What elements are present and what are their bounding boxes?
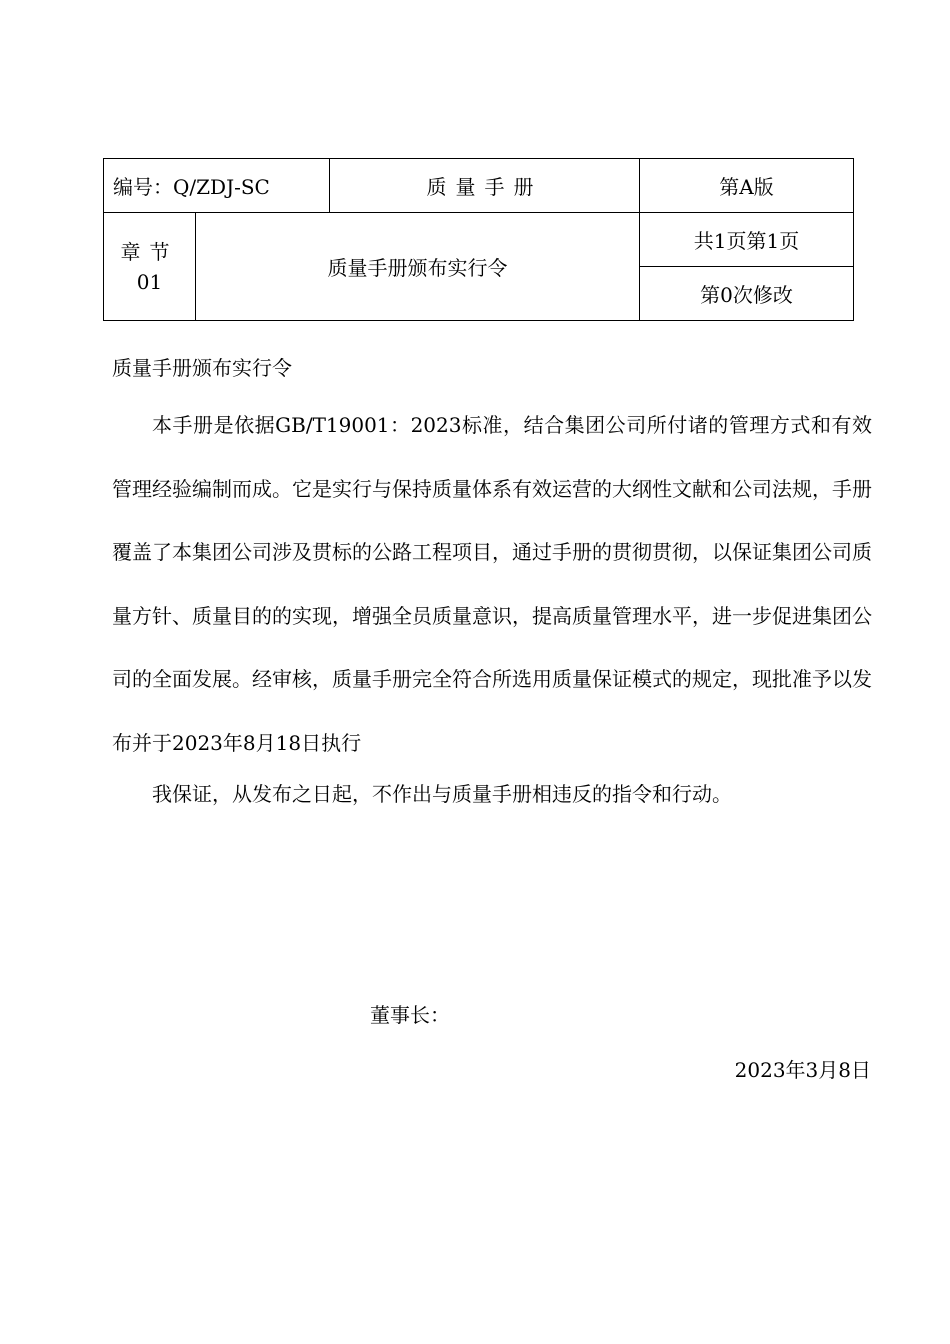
section-title: 质量手册颁布实行令 [196, 213, 640, 321]
chapter-number: 01 [136, 269, 163, 294]
body-paragraph-1: 本手册是依据GB/T19001：2023标准，结合集团公司所付诸的管理方式和有效管理经验编制而成。它是实行与保持质量体系有效运营的大纲性文献和公司法规，手册覆盖了本集团公司涉及贯标的公路工程项目，通过手册的贯彻贯彻，以保证集团公司质量方针、质量目的的实现，增强全员质量意识，提高质量管理水平，进一步促进集团公司的全面发展。经审核，质量手册完全符合所选用质量保证模式的规定，现批准予以发布并于2023年8月18日执行 [112, 413, 872, 755]
body-heading: 质量手册颁布实行令 [112, 356, 292, 380]
doc-number: 编号：Q/ZDJ-SC [104, 159, 330, 213]
page-info: 共1页第1页 [640, 213, 854, 267]
chapter-label: 章节 [120, 239, 179, 264]
chapter-cell [104, 213, 196, 321]
signer-label: 董事长： [370, 1003, 450, 1027]
document-body [112, 350, 872, 812]
edition: 第A版 [640, 159, 854, 213]
signature-date: 2023年3月8日 [734, 1058, 871, 1082]
document-header-table [103, 158, 854, 321]
body-paragraph-2: 我保证，从发布之日起，不作出与质量手册相违反的指令和行动。 [152, 782, 732, 806]
revision: 第0次修改 [640, 267, 854, 321]
manual-title: 质量手册 [330, 159, 640, 213]
